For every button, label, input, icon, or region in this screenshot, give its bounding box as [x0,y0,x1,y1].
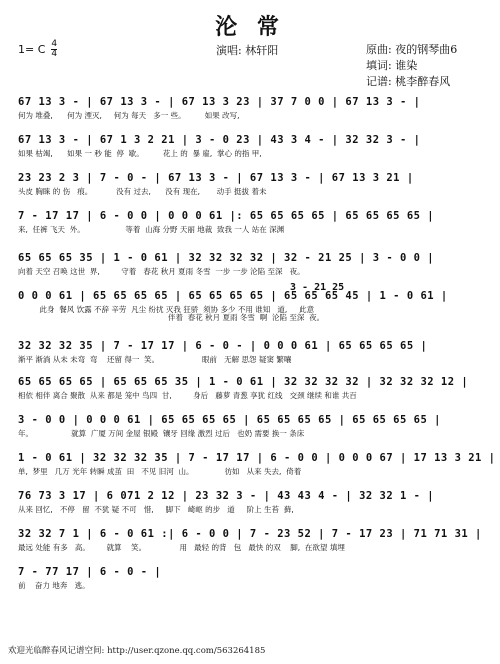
lyrics-line: 最远 处能 有多 高。 就算 笑。 用 最轻 的背 包 最快 的双 脚, 在欲望 填埋 [18,543,345,552]
key-label: 1= C [18,43,46,56]
score-system [18,414,488,440]
score-system [18,340,488,366]
time-top: 4 [51,39,58,49]
lyrics-line: 何为 堆叠, 何为 湮灭, 何为 每天 多一 些。 如果 改写, [18,111,240,120]
lyrics-line: 相依 相伴 离合 聚散 从来 都是 笼中 鸟四 甘, 身后 藤萝 青葱 享犹 红线 交颈 继续 和谁 共百 [18,391,357,400]
time-signature [51,40,57,59]
score-system [18,452,496,478]
lyrics-line: 此身 餐风 饮露 不辞 辛劳 凡尘 纷扰 灭我 狂骄 须协 多少 不用 谁知 道, 此意 [18,305,315,314]
score-system [18,528,488,554]
alt-line [18,312,488,324]
score-system [18,490,488,516]
lyrics-line: 渐平 渐淌 从未 未弯 弯 还留 得一 笑。 眼前 无解 思怨 疑窦 繁嚷 [18,355,292,364]
lyrics-line: 来, 任裤 飞天 外。 等着 山海 分野 天丽 地裁 致我 一人 站在 深渊 [18,225,285,234]
notation-line: 65 65 65 35 | 1 - 0 61 | 32 32 32 32 | 32 - 21 25 | 3 - 0 0 | [18,252,435,264]
lyrics-line: 前 奋力 地奔 逃。 [18,581,90,590]
credit-original: 原曲: 夜的钢琴曲6 [366,43,458,56]
notation-line: 1 - 0 61 | 32 32 32 35 | 7 - 17 17 | 6 - 0 0 | 0 0 0 67 | 17 13 3 21 | [18,452,496,464]
score-system [18,172,488,198]
notation-line: 0 0 0 61 | 65 65 65 65 | 65 65 65 65 | 65 65 65 45 | 1 - 0 61 | [18,290,448,302]
song-title: 沦 常 [215,14,285,40]
notation-line: 76 73 3 17 | 6 071 2 12 | 23 32 3 - | 43 43 4 - | 32 32 1 - | [18,490,435,502]
lyrics-line: 头皮 胸睐 的 伤 痕。 没有 过去, 没有 现在, 动手 挺拔 着未 [18,187,267,196]
notation-line: 7 - 77 17 | 6 - 0 - | [18,566,162,578]
lyrics-line: 如果 枯竭, 如果 一 秒 能 停 歇。 花上 的 暴 雇, 掌心 的指 甲, [18,149,262,158]
score-system [18,96,488,122]
alt-lyrics: 伴着 春花 秋月 夏雨 冬雪 啊 沦陷 至深 夜。 [168,313,325,322]
score-system [18,376,488,402]
score-system [18,566,488,592]
score-system [18,252,488,278]
lyrics-line: 单, 梦里 几万 光年 转瞬 成茧 田 不见 旧河 山。 彷如 从来 失去, 倚着 [18,467,302,476]
alt-line [18,282,488,295]
notation-line: 3 - 0 0 | 0 0 0 61 | 65 65 65 65 | 65 65 65 65 | 65 65 65 65 | [18,414,441,426]
lyrics-line: 从来 回忆, 不停 留 不犹 疑 不可 惜, 脚下 崎岖 的步 道 阶上 生苔 藓, [18,505,294,514]
credit-lyricist: 填词: 谁染 [366,59,418,72]
notation-line: 7 - 17 17 | 6 - 0 0 | 0 0 0 61 |: 65 65 65 65 | 65 65 65 65 | [18,210,435,222]
footer-note: 欢迎光临醉春风记谱空间: http://user.qzone.qq.com/563264185 [8,646,266,656]
notation-line: 67 13 3 - | 67 1 3 2 21 | 3 - 0 23 | 43 3 4 - | 32 32 3 - | [18,134,421,146]
notation-line: 32 32 32 35 | 7 - 17 17 | 6 - 0 - | 0 0 0 61 | 65 65 65 65 | [18,340,428,352]
notation-line: 65 65 65 65 | 65 65 65 35 | 1 - 0 61 | 32 32 32 32 | 32 32 32 12 | [18,376,469,388]
notation-line: 23 23 2 3 | 7 - 0 - | 67 13 3 - | 67 13 3 - | 67 13 3 21 | [18,172,414,184]
key-signature [18,40,57,59]
credit-transcriber: 记谱: 桃李醉春风 [366,75,451,88]
alt-notation: 3 - 21 25 [290,282,345,293]
time-bottom: 4 [51,49,58,59]
notation-line: 32 32 7 1 | 6 - 0 61 :| 6 - 0 0 | 7 - 23 52 | 7 - 17 23 | 71 71 31 | [18,528,482,540]
singer-credit: 演唱: 林轩阳 [216,44,279,57]
notation-line: 67 13 3 - | 67 13 3 - | 67 13 3 23 | 37 7 0 0 | 67 13 3 - | [18,96,421,108]
score-system [18,134,488,160]
credits-block [366,42,457,90]
score-system [18,210,488,236]
lyrics-line: 向着 天空 召唤 这世 界, 守着 春花 秋月 夏雨 冬雪 一步 一步 沦陷 至深 夜。 [18,267,305,276]
lyrics-line: 年。 就算 广厦 万间 金屋 银殿 镶牙 回缘 激烈 过后 也奶 需要 换一 条床 [18,429,305,438]
